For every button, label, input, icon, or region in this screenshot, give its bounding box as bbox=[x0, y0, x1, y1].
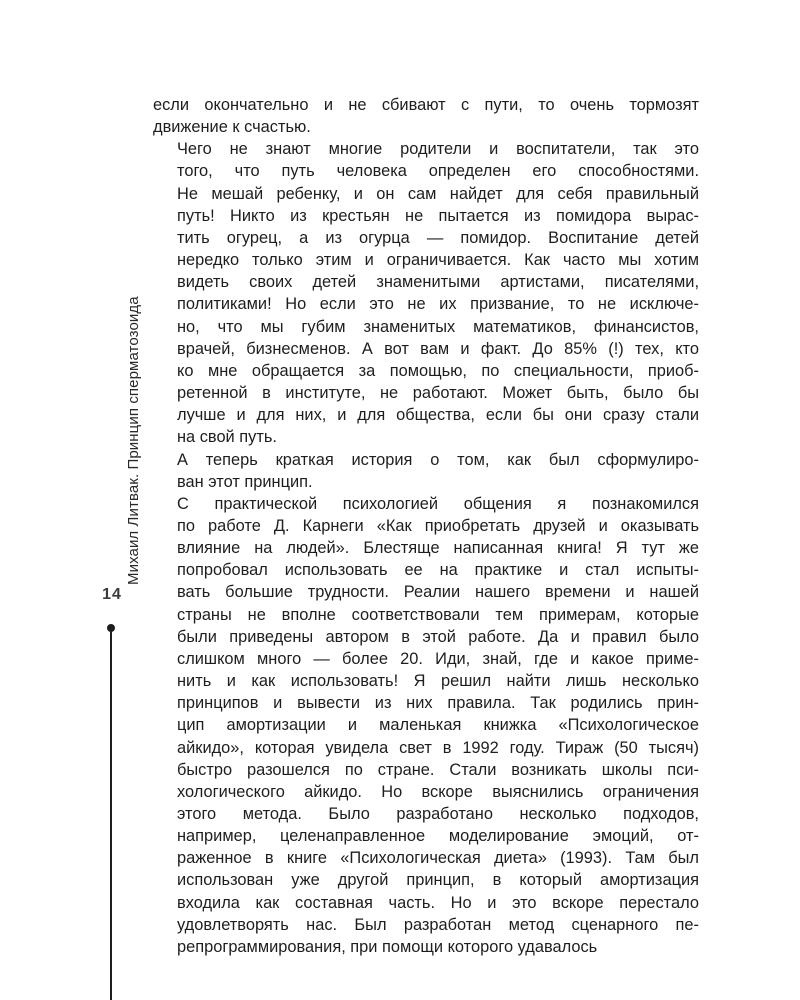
text-line: влияние на людей». Блестяще написанная книга! Я тут же bbox=[177, 539, 699, 558]
text-line: но, что мы губим знаменитых математиков, финансистов, bbox=[177, 317, 699, 336]
text-line: хологического айкидо. Но вскоре выяснились ограничения bbox=[177, 782, 699, 801]
paragraph bbox=[153, 449, 699, 493]
margin-rule-line bbox=[110, 630, 112, 1000]
text-line: ретенной в институте, не работают. Может быть, было бы bbox=[177, 384, 699, 403]
text-line: движение к счастью. bbox=[153, 118, 311, 137]
text-line: нередко только этим и ограничивается. Как часто мы хотим bbox=[177, 251, 699, 270]
text-line: слишком много — более 20. Иди, знай, где и какое приме- bbox=[177, 649, 699, 668]
page-number: 14 bbox=[102, 586, 122, 603]
text-line: страны не вполне соответствовали тем примерам, которые bbox=[177, 605, 699, 624]
text-line: нить и как использовать! Я решил найти лишь несколько bbox=[177, 672, 699, 691]
text-line: цип амортизации и маленькая книжка «Психологическое bbox=[177, 716, 699, 735]
text-line: путь! Никто из крестьян не пытается из помидора вырас- bbox=[177, 206, 699, 225]
text-line: использован уже другой принцип, в который амортизация bbox=[177, 871, 699, 890]
text-line: того, что путь человека определен его способностями. bbox=[177, 162, 699, 181]
text-line: если окончательно и не сбивают с пути, то очень тормозят bbox=[153, 96, 699, 114]
text-line: входила как составная часть. Но и это вскоре перестало bbox=[177, 893, 699, 912]
text-line: вать большие трудности. Реалии нашего времени и нашей bbox=[177, 583, 699, 602]
text-line: А теперь краткая история о том, как был сформулиро- bbox=[177, 450, 699, 469]
text-line: попробовал использовать ее на практике и стал испыты- bbox=[177, 561, 699, 580]
text-line: удовлетворять нас. Был разработан метод сценарного пе- bbox=[177, 915, 699, 934]
text-line: ко мне обращается за помощью, по специальности, приоб- bbox=[177, 361, 699, 380]
text-line: С практической психологией общения я познакомился bbox=[177, 494, 699, 513]
text-line: ван этот принцип. bbox=[177, 472, 313, 491]
text-line: раженное в книге «Психологическая диета» (1993). Там был bbox=[177, 849, 699, 868]
text-line: врачей, бизнесменов. А вот вам и факт. До 85% (!) тех, кто bbox=[177, 339, 699, 358]
body-text bbox=[153, 94, 699, 958]
text-line: этого метода. Было разработано несколько подходов, bbox=[177, 805, 699, 823]
text-line: видеть своих детей знаменитыми артистами, писателями, bbox=[177, 273, 699, 292]
paragraph bbox=[153, 493, 699, 958]
text-line: принципов и вывести из них правила. Так родились прин- bbox=[177, 694, 699, 713]
running-head-title: Михаил Литвак. Принцип сперматозоида bbox=[125, 296, 142, 585]
text-line: политиками! Но если это не их призвание, то не исключе- bbox=[177, 295, 699, 314]
text-line: были приведены автором в этой работе. Да и правил было bbox=[177, 627, 699, 646]
text-line: айкидо», которая увидела свет в 1992 году. Тираж (50 тысяч) bbox=[177, 738, 699, 757]
text-line: на свой путь. bbox=[177, 428, 277, 447]
text-line: тить огурец, а из огурца — помидор. Воспитание детей bbox=[177, 228, 699, 247]
text-line: Не мешай ребенку, и он сам найдет для себя правильный bbox=[177, 184, 699, 203]
paragraph bbox=[153, 94, 699, 138]
text-line: лучше и для них, и для общества, если бы они сразу стали bbox=[177, 406, 699, 425]
text-line: репрограммирования, при помощи которого удавалось bbox=[177, 937, 598, 956]
text-line: быстро разошелся по стране. Стали возникать школы пси- bbox=[177, 760, 699, 779]
paragraph bbox=[153, 138, 699, 448]
text-line: по работе Д. Карнеги «Как приобретать друзей и оказывать bbox=[177, 516, 699, 535]
text-line: Чего не знают многие родители и воспитатели, так это bbox=[177, 140, 699, 159]
text-line: например, целенаправленное моделирование эмоций, от- bbox=[177, 827, 699, 846]
